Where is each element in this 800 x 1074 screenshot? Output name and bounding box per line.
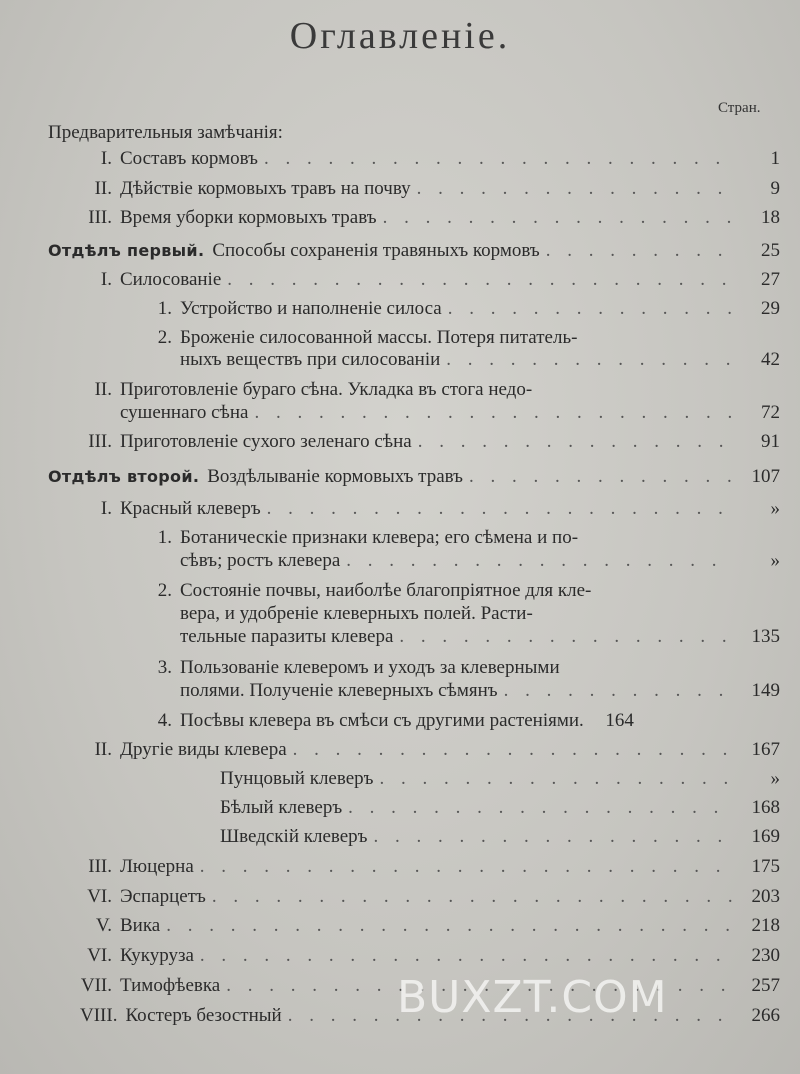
page-number: 175 [751, 856, 780, 877]
page-number: » [770, 498, 780, 519]
page-number: 9 [770, 178, 780, 199]
page-number: » [770, 550, 780, 571]
toc-subentry[interactable]: 4. Посѣвы клевера въ смѣси съ другими растеніями. 164 [157, 710, 634, 731]
section-label: Отдѣлъ второй. [48, 467, 200, 486]
toc-entry-line[interactable]: II. Приготовленіе бураго сѣна. Укладка въ стога недо- [94, 379, 533, 400]
page-column-label: Стран. [718, 100, 761, 116]
toc-entry[interactable]: VII. Тимофѣевка . . . 257 [80, 975, 780, 997]
toc-entry[interactable]: V. Вика . . . 218 [80, 915, 780, 937]
leader-dots [469, 466, 734, 488]
toc-subentry[interactable]: 1. Устройство и наполненіе силоса . . . 29 [140, 298, 780, 320]
page-number: 164 [605, 710, 634, 731]
leader-dots [374, 826, 734, 848]
leader-dots [166, 915, 734, 937]
leader-dots [448, 298, 734, 320]
watermark: BUXZT.COM [397, 972, 668, 1023]
toc-entry[interactable]: III. Люцерна . . . 175 [80, 856, 780, 878]
page-number: 1 [770, 148, 780, 169]
toc-subentry-cont[interactable]: полями. Полученіе клеверныхъ сѣмянъ . . . 149 [180, 680, 780, 702]
toc-subentry-cont[interactable]: ныхъ веществъ при силосованіи . . . 42 [180, 349, 780, 371]
toc-subentry-line[interactable]: 2. Броженіе силосованной массы. Потеря питатель- [157, 327, 578, 348]
intro-heading: Предварительныя замѣчанія: [48, 122, 283, 143]
page-title: Оглавленіе. [289, 15, 511, 57]
page-number: 266 [751, 1005, 780, 1026]
toc-entry[interactable]: II. Другіе виды клевера . . . 167 [80, 739, 780, 761]
page-number: 135 [751, 626, 780, 647]
page-number: 18 [761, 207, 780, 228]
leader-dots [200, 945, 734, 967]
toc-entry[interactable]: I. Красный клеверъ . . . » [80, 498, 780, 520]
leader-dots [446, 349, 734, 371]
toc-subentry-line[interactable]: 1. Ботаническіе признаки клевера; его сѣмена и по- [157, 527, 579, 548]
leader-dots [267, 498, 734, 520]
section-label: Отдѣлъ первый. [48, 241, 205, 260]
toc-entry[interactable]: II. Дѣйствіе кормовыхъ травъ на почву . . . 9 [80, 178, 780, 200]
leader-dots [418, 431, 734, 453]
page-number: 91 [761, 431, 780, 452]
page-number: 168 [751, 797, 780, 818]
leader-dots [504, 680, 734, 702]
page-number: 25 [761, 240, 780, 261]
page-number: 29 [761, 298, 780, 319]
leader-dots [200, 856, 734, 878]
leader-dots [399, 626, 734, 648]
toc-entry-cont[interactable]: сушеннаго сѣна . . . 72 [120, 402, 780, 424]
section-entry[interactable]: Отдѣлъ второй. Воздѣлываніе кормовыхъ травъ . . . 107 [48, 466, 780, 488]
toc-subentry[interactable]: Пунцовый клеверъ . . . » [220, 768, 780, 790]
leader-dots [264, 148, 734, 170]
toc-subentry-line[interactable]: 3. Пользованіе клеверомъ и уходъ за клеверными [157, 657, 560, 678]
page-number: 169 [751, 826, 780, 847]
toc-entry[interactable]: I. Составъ кормовъ . . . 1 [80, 148, 780, 170]
page-number: 203 [751, 886, 780, 907]
toc-subentry[interactable]: Бѣлый клеверъ . . . 168 [220, 797, 780, 819]
toc-subentry-line[interactable]: вера, и удобреніе клеверныхъ полей. Расти- [180, 603, 533, 624]
page-number: 27 [761, 269, 780, 290]
leader-dots [383, 207, 734, 229]
page-number: 257 [751, 975, 780, 996]
leader-dots [254, 402, 734, 424]
toc-entry[interactable]: III. Время уборки кормовыхъ травъ . . . 18 [80, 207, 780, 229]
page-number: 218 [751, 915, 780, 936]
page-number: 42 [761, 349, 780, 370]
page-number: 72 [761, 402, 780, 423]
page-number: 107 [751, 466, 780, 487]
page-number: » [770, 768, 780, 789]
section-entry[interactable]: Отдѣлъ первый. Способы сохраненія травяныхъ кормовъ . . . 25 [48, 240, 780, 262]
toc-entry[interactable]: III. Приготовленіе сухого зеленаго сѣна . . . 91 [80, 431, 780, 453]
leader-dots [379, 768, 734, 790]
toc-entry[interactable]: VI. Кукуруза . . . 230 [80, 945, 780, 967]
page-number: 149 [751, 680, 780, 701]
leader-dots [346, 550, 734, 572]
toc-entry[interactable]: I. Силосованіе . . . 27 [80, 269, 780, 291]
page-number: 167 [751, 739, 780, 760]
leader-dots [348, 797, 734, 819]
toc-entry[interactable]: VIII. Костеръ безостный . . . 266 [80, 1005, 780, 1027]
leader-dots [417, 178, 734, 200]
leader-dots [293, 739, 734, 761]
toc-entry[interactable]: VI. Эспарцетъ . . . 203 [80, 886, 780, 908]
toc-subentry[interactable]: Шведскій клеверъ . . . 169 [220, 826, 780, 848]
leader-dots [227, 269, 734, 291]
toc-subentry-cont[interactable]: сѣвъ; ростъ клевера . . . » [180, 550, 780, 572]
leader-dots [546, 240, 734, 262]
toc-subentry-cont[interactable]: тельные паразиты клевера . . . 135 [180, 626, 780, 648]
leader-dots [212, 886, 734, 908]
toc-subentry-line[interactable]: 2. Состояніе почвы, наиболѣе благопріятное для кле- [157, 580, 592, 601]
page-number: 230 [751, 945, 780, 966]
